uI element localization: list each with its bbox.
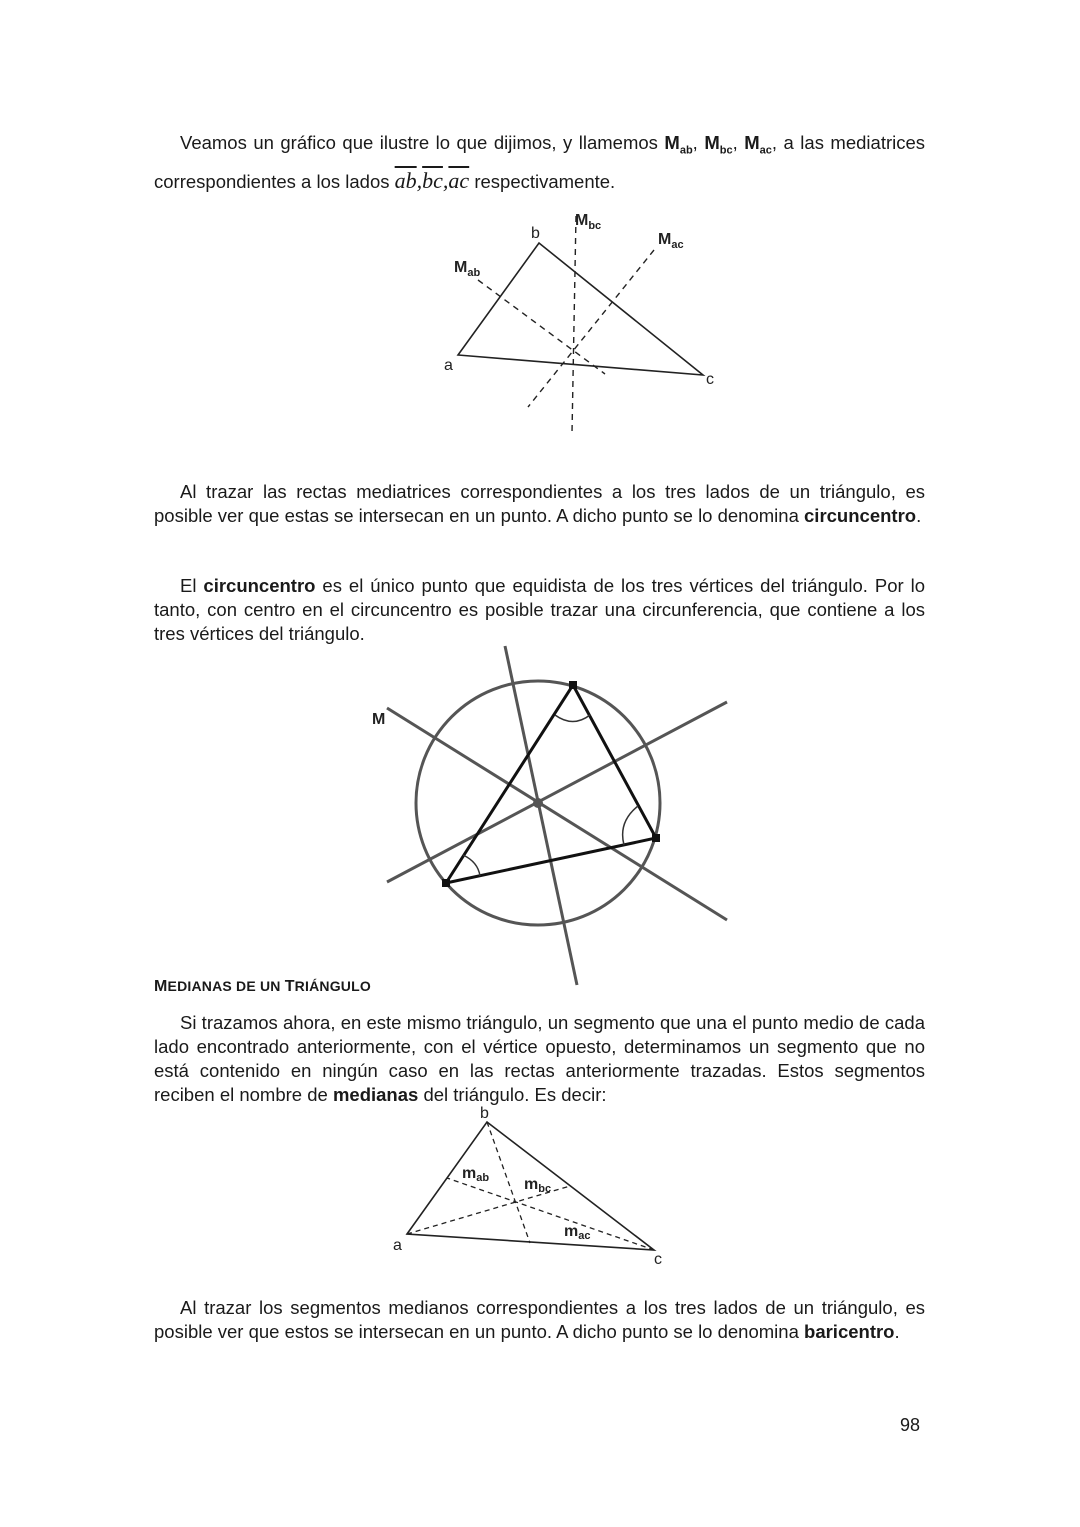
label-mac: $M_{ac}$ (658, 231, 684, 251)
vertex-a-label: a (444, 357, 453, 374)
medianas-paragraph: Si trazamos ahora, en este mismo triángulo, un segmento que una el punto medio de cada lado encontrado anteriormente, con el vértice opuesto, determinamos un segmento que no está contenido en ningún caso en las rectas anteriormente trazadas. Estos segmentos reciben el nombre de medianas del triángulo. Es decir: (154, 1012, 925, 1105)
circuncentro-def-paragraph: El circuncentro es el único punto que equidista de los tres vértices del triángulo. Por lo tanto, con centro en el circuncentro es posible trazar una circunferencia, que contiene a los tres vértices del triángulo. (154, 575, 925, 644)
vertex-a-label-2: a (393, 1237, 402, 1254)
intro-paragraph: Veamos un gráfico que ilustre lo que dijimos, y llamemos $M_{ab}$, $M_{bc}$, $M_{ac}$, a las mediatrices correspondientes a los lados $\overline{ab},\overline{bc},\overline{ac}$ respectivamente. (154, 132, 926, 193)
label-m-ac: mac (564, 1223, 591, 1242)
label-m-ab: mab (462, 1165, 490, 1184)
segment-bc: $\overline{bc}$ (422, 167, 443, 193)
page-number: 98 (900, 1415, 921, 1435)
baricentro-paragraph: Al trazar los segmentos medianos correspondientes a los tres lados de un triángulo, es posible ver que estos se intersecan en un punto. A dicho punto se lo denomina baricentro. (154, 1297, 925, 1342)
label-m: M (372, 711, 386, 728)
label-m-bc: mbc (524, 1176, 552, 1195)
vertex-b-label-2: b (480, 1105, 489, 1122)
segment-ac: $\overline{ac}$ (448, 167, 470, 193)
vertex-b-label: b (531, 225, 540, 242)
m-bc-symbol: M (704, 132, 720, 153)
label-mab: $M_{ab}$ (454, 259, 481, 279)
circuncentro-intro-paragraph: Al trazar las rectas mediatrices correspondientes a los tres lados de un triángulo, es posible ver que estas se intersecan en un punto. A dicho punto se lo denomina circuncentro. (154, 481, 925, 526)
m-ab-symbol: M (664, 132, 680, 153)
m-ac-symbol: M (744, 132, 760, 153)
vertex-c-label-2: c (654, 1251, 662, 1268)
section-heading-medianas: MEDIANAS DE UN TRIÁNGULO (154, 978, 371, 995)
label-mbc: $M_{bc}$ (575, 212, 602, 232)
segment-ab: $\overline{ab}$ (394, 167, 417, 193)
vertex-c-label: c (706, 371, 714, 388)
